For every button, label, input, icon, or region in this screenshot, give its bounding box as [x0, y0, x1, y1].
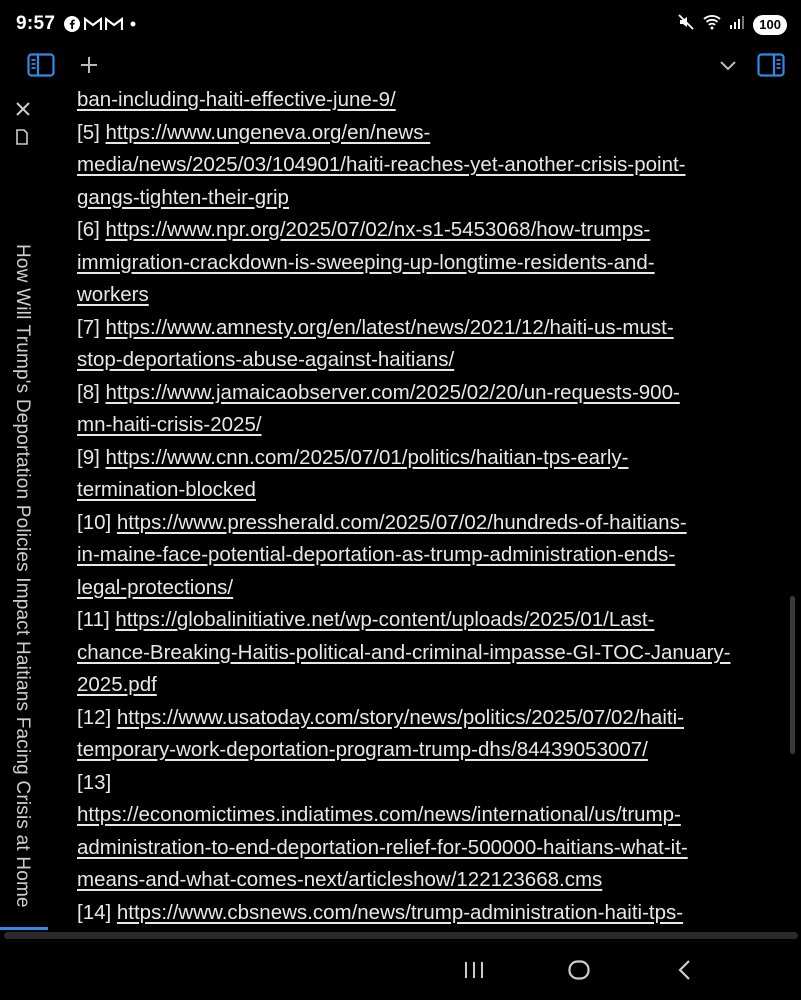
sidebar-toggle-icon[interactable]	[26, 52, 56, 78]
reference-number: [12]	[77, 705, 117, 729]
reference-line	[77, 637, 731, 669]
reference-link[interactable]: https://www.pressherald.com/2025/07/02/hundreds-of-haitians-	[116, 510, 687, 534]
reference-line	[77, 117, 430, 149]
reference-line	[77, 897, 683, 929]
reference-link[interactable]: workers	[77, 283, 149, 306]
reference-number: [7]	[77, 315, 106, 339]
reference-number: [11]	[77, 608, 116, 631]
vertical-tab[interactable]	[0, 84, 48, 930]
reference-link[interactable]: media/news/2025/03/104901/haiti-reaches-yet-another-crisis-point-	[77, 153, 686, 176]
battery-indicator: 100	[753, 15, 787, 35]
back-icon[interactable]	[676, 959, 694, 986]
mute-icon	[677, 13, 695, 36]
reference-number: [14]	[77, 900, 117, 924]
close-icon[interactable]	[12, 98, 34, 125]
reference-line	[77, 214, 650, 246]
reference-line	[77, 799, 681, 831]
reference-line	[77, 409, 262, 441]
browser-toolbar	[0, 48, 801, 84]
gmail-icon	[84, 14, 102, 34]
gmail-icon	[105, 14, 123, 34]
reference-line	[77, 702, 684, 734]
reference-link[interactable]: gangs-tighten-their-grip	[77, 185, 289, 209]
vertical-scrollbar[interactable]	[790, 596, 795, 754]
active-tab-indicator	[0, 927, 48, 930]
reference-line	[77, 507, 687, 539]
reference-link[interactable]: https://economictimes.indiatimes.com/news/international/us/trump-	[77, 803, 681, 826]
reference-link[interactable]: https://www.ungeneva.org/en/news-	[105, 120, 431, 144]
reference-link[interactable]: https://www.usatoday.com/story/news/politics/2025/07/02/haiti-	[116, 705, 684, 729]
reference-link[interactable]: https://www.amnesty.org/en/latest/news/2021/12/haiti-us-must-	[105, 315, 674, 339]
reference-line	[77, 669, 157, 701]
reference-line	[77, 149, 686, 181]
home-icon[interactable]	[567, 959, 591, 986]
signal-icon	[729, 15, 745, 34]
reference-link[interactable]: temporary-work-deportation-program-trump-dhs/84439053007/	[77, 738, 648, 761]
reference-link[interactable]: stop-deportations-abuse-against-haitians/	[77, 348, 455, 371]
reference-link[interactable]: means-and-what-comes-next/articleshow/122123668.cms	[77, 868, 603, 891]
dot-icon	[130, 14, 136, 34]
reference-link[interactable]: immigration-crackdown-is-sweeping-up-longtime-residents-and-	[77, 250, 655, 274]
new-tab-plus-icon[interactable]	[78, 54, 100, 76]
wifi-icon	[703, 14, 721, 35]
reference-line	[77, 832, 688, 864]
reference-link[interactable]: termination-blocked	[77, 478, 256, 501]
reference-line	[77, 572, 233, 604]
reference-link[interactable]: https://www.jamaicaobserver.com/2025/02/20/un-requests-900-	[105, 380, 680, 404]
reference-link[interactable]: 2025.pdf	[77, 673, 157, 696]
status-time: 9:57	[16, 13, 56, 34]
reference-number: [9]	[77, 445, 106, 469]
status-bar	[0, 0, 801, 48]
facebook-icon	[64, 14, 80, 34]
reference-line	[77, 247, 655, 279]
reference-line	[77, 84, 396, 116]
reference-line	[77, 312, 674, 344]
reference-line	[77, 864, 602, 896]
reference-link[interactable]: ban-including-haiti-effective-june-9/	[77, 88, 396, 111]
system-nav-bar	[0, 945, 801, 1000]
reading-panel-icon[interactable]	[755, 52, 787, 78]
reference-link[interactable]: chance-Breaking-Haitis-political-and-criminal-impasse-GI-TOC-January-	[77, 640, 731, 664]
reference-number: [13]	[77, 770, 112, 794]
reference-number: [6]	[77, 218, 106, 241]
chevron-down-icon[interactable]	[716, 56, 740, 76]
reference-line	[77, 604, 654, 636]
reference-line	[77, 344, 454, 376]
reference-line	[77, 377, 680, 409]
reference-link[interactable]: https://www.npr.org/2025/07/02/nx-s1-5453068/how-trumps-	[105, 218, 651, 241]
reference-line	[77, 734, 648, 766]
reference-link[interactable]: https://www.cbsnews.com/news/trump-administration-haiti-tps-	[116, 900, 684, 924]
reference-line	[77, 767, 111, 799]
document-icon	[15, 129, 29, 150]
reference-number: [8]	[77, 380, 106, 404]
horizontal-scrollbar[interactable]	[4, 932, 798, 939]
reference-link[interactable]: https://www.cnn.com/2025/07/01/politics/haitian-tps-early-	[105, 445, 629, 469]
reference-line	[77, 279, 149, 311]
reference-line	[77, 182, 289, 214]
reference-link[interactable]: legal-protections/	[77, 575, 234, 599]
reference-line	[77, 539, 675, 571]
reference-list	[77, 84, 777, 930]
reference-link[interactable]: in-maine-face-potential-deportation-as-trump-administration-ends-	[77, 543, 676, 566]
recent-apps-icon[interactable]	[463, 959, 485, 986]
reference-line	[77, 474, 256, 506]
tab-title[interactable]: How Will Trump's Deportation Policies Impact Haitians Facing Crisis at Home	[12, 244, 33, 908]
reference-link[interactable]: mn-haiti-crisis-2025/	[77, 413, 262, 436]
reference-line	[77, 442, 629, 474]
reference-number: [10]	[77, 510, 117, 534]
reference-link[interactable]: administration-to-end-deportation-relief-for-500000-haitians-what-it-	[77, 835, 688, 859]
reference-link[interactable]: https://globalinitiative.net/wp-content/uploads/2025/01/Last-	[115, 608, 655, 631]
reference-number: [5]	[77, 120, 106, 144]
